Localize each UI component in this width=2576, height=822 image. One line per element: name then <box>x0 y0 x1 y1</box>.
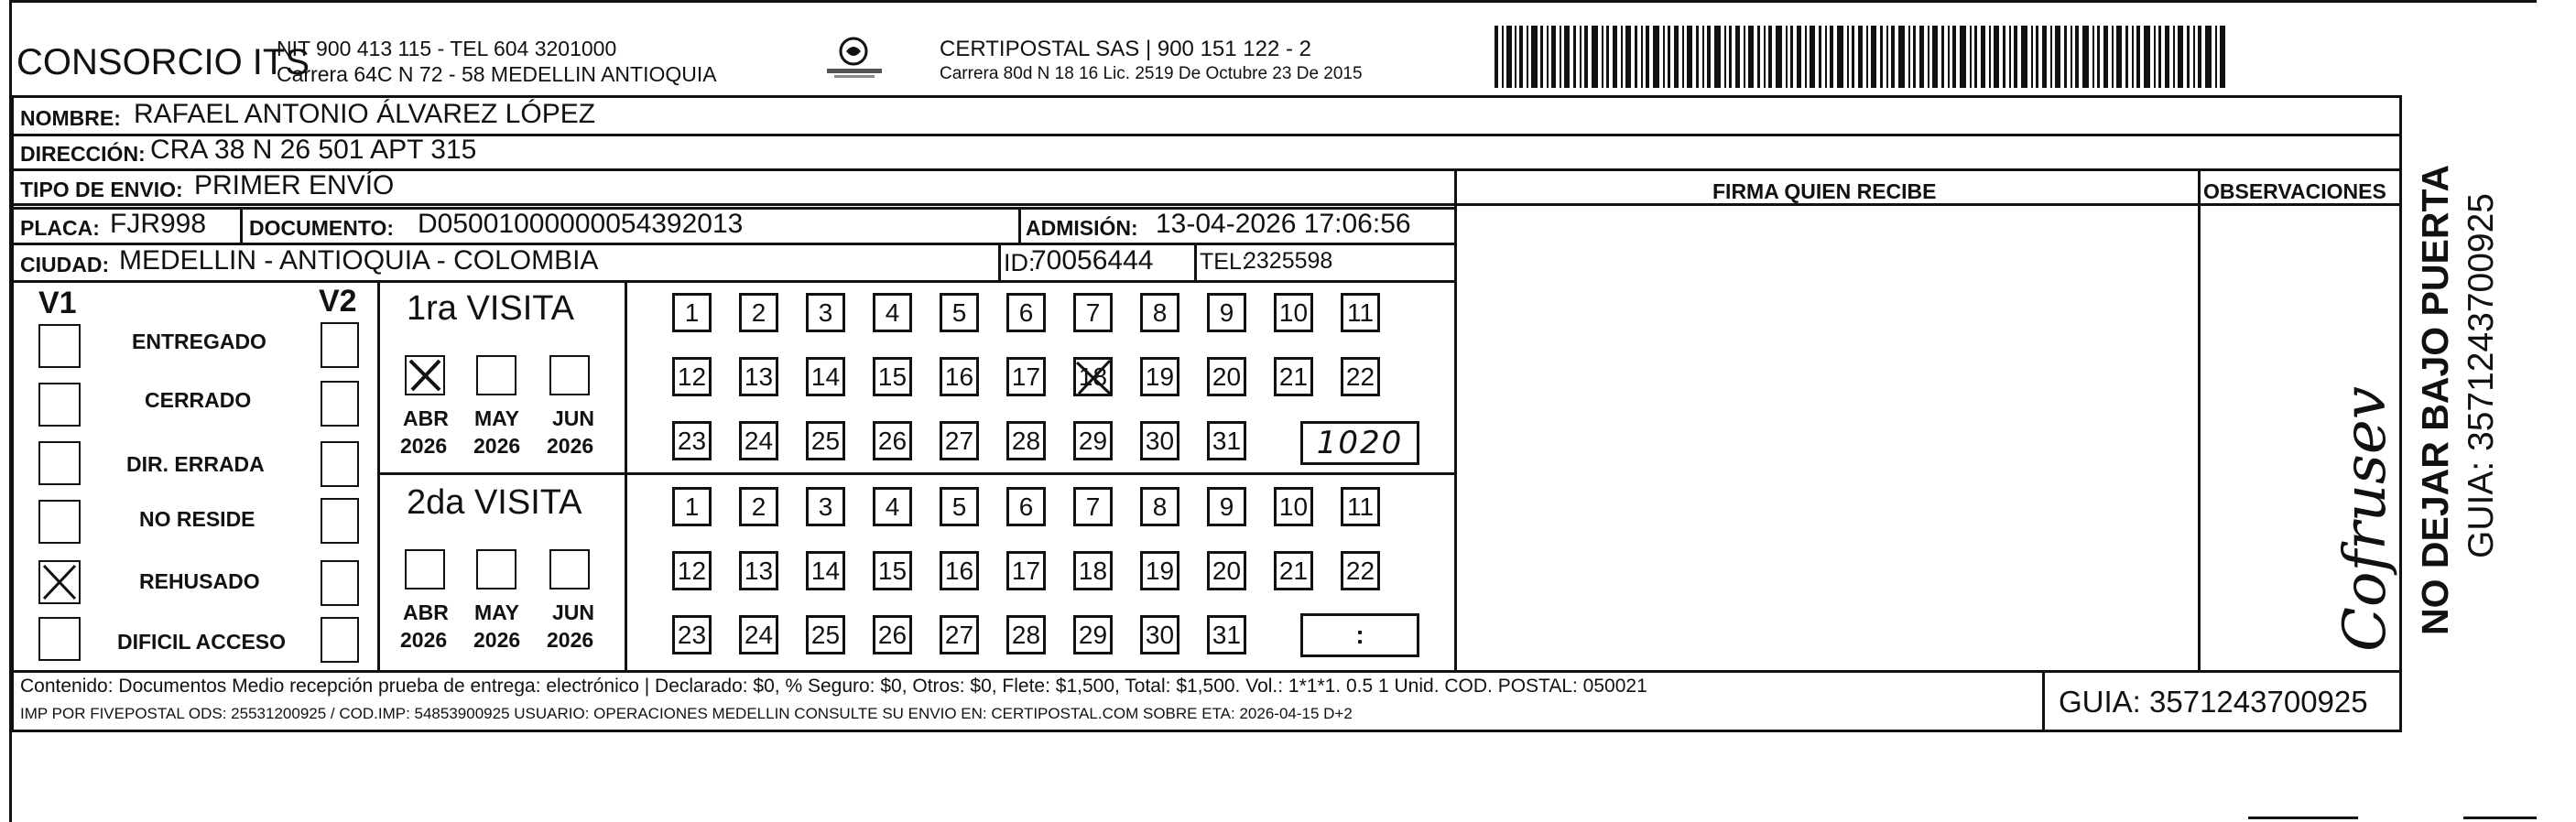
visit2-day-label: 24 <box>744 620 774 649</box>
visit1-day-label: 23 <box>677 426 707 455</box>
obs-left-divider <box>2198 171 2201 672</box>
visit2-day-27[interactable] <box>940 615 979 654</box>
visit2-day-12[interactable] <box>672 551 712 590</box>
footer-content-line: Contenido: Documentos Medio recepción prueba de entrega: electrónico | Declarado: $0, % Seguro: $0, Otros: $0, Flete: $1,500, Total: $1,500. Vol.: 1*1*1. 0.5 1 Unid. COD. POSTAL: 050021 <box>20 676 1647 697</box>
visit2-day-5[interactable] <box>940 487 979 526</box>
visit2-day-label: 23 <box>677 620 707 649</box>
admission-value: 13-04-2026 17:06:56 <box>1156 209 1411 239</box>
v2-checkbox-no-reside[interactable] <box>321 498 359 544</box>
top-border <box>9 0 2537 3</box>
footer-guia: GUIA: 3571243700925 <box>2059 685 2368 719</box>
visit1-day-label: 14 <box>810 362 841 391</box>
visit1-year-abr: 2026 <box>400 434 448 458</box>
visit1-day-9[interactable] <box>1207 293 1246 332</box>
visit1-day-24[interactable] <box>739 421 778 460</box>
visit1-month-abr-checkbox[interactable] <box>405 355 445 395</box>
send-type-label: TIPO DE ENVIO: <box>20 178 183 201</box>
visit1-day-label: 12 <box>677 362 707 391</box>
cell-divider <box>240 207 243 243</box>
visit1-day-label: 2 <box>751 297 766 327</box>
visit2-day-label: 8 <box>1152 492 1168 521</box>
visit1-day-14[interactable] <box>806 357 845 396</box>
visit1-day-22[interactable] <box>1341 357 1380 396</box>
v1-checkbox-entregado[interactable] <box>38 324 81 368</box>
visit1-day-20[interactable] <box>1207 357 1246 396</box>
visit2-day-7[interactable] <box>1073 487 1113 526</box>
visit2-day-16[interactable] <box>940 551 979 590</box>
visit2-day-label: 9 <box>1219 492 1234 521</box>
visit1-day-6[interactable] <box>1006 293 1046 332</box>
visit2-day-label: 30 <box>1145 620 1175 649</box>
v2-checkbox-rehusado[interactable] <box>321 560 359 606</box>
visit2-day-30[interactable] <box>1140 615 1179 654</box>
bottom-mark <box>2463 817 2537 819</box>
v1-checkbox-no-reside[interactable] <box>38 500 81 544</box>
cell-divider <box>1194 243 1197 280</box>
side-warning: NO DEJAR BAJO PUERTA <box>2414 164 2456 635</box>
visit1-day-label: 6 <box>1018 297 1034 327</box>
v2-checkbox-cerrado[interactable] <box>321 381 359 427</box>
visit2-day-label: 4 <box>885 492 900 521</box>
visit2-day-label: 15 <box>877 556 908 585</box>
document-value: D05001000000054392013 <box>418 209 744 239</box>
visit2-day-1[interactable] <box>672 487 712 526</box>
visit2-day-31[interactable] <box>1207 615 1246 654</box>
visit2-day-22[interactable] <box>1341 551 1380 590</box>
visit2-day-6[interactable] <box>1006 487 1046 526</box>
bottom-mark <box>2248 817 2358 819</box>
company-address: Carrera 64C N 72 - 58 MEDELLIN ANTIOQUIA <box>277 62 717 86</box>
address-label: DIRECCIÓN: <box>20 142 146 166</box>
footer-guia-divider <box>2042 670 2045 732</box>
v1-checkbox-cerrado[interactable] <box>38 383 81 427</box>
visit1-day-label: 7 <box>1085 297 1101 327</box>
v1-checkbox-rehusado[interactable] <box>38 560 81 604</box>
name-label: NOMBRE: <box>20 106 121 130</box>
visit1-day-21[interactable] <box>1274 357 1313 396</box>
visit2-year-jun: 2026 <box>547 628 594 652</box>
city-value: MEDELLIN - ANTIOQUIA - COLOMBIA <box>119 245 599 276</box>
visit2-day-4[interactable] <box>873 487 912 526</box>
visit1-day-label: 18 <box>1078 362 1108 391</box>
visit2-time-field[interactable] <box>1300 613 1419 657</box>
visit2-day-14[interactable] <box>806 551 845 590</box>
signature-header: FIRMA QUIEN RECIBE <box>1712 179 1937 203</box>
visit2-day-label: 16 <box>944 556 974 585</box>
visit1-day-13[interactable] <box>739 357 778 396</box>
plate-label: PLACA: <box>20 216 100 240</box>
visit1-day-label: 9 <box>1219 297 1234 327</box>
visit-month-divider <box>625 280 627 672</box>
visit2-day-label: 26 <box>877 620 908 649</box>
visit1-title: 1ra VISITA <box>407 289 575 328</box>
visit2-year-may: 2026 <box>473 628 521 652</box>
tel-label: TEL: <box>1200 249 1248 275</box>
visit1-day-4[interactable] <box>873 293 912 332</box>
visit2-year-abr: 2026 <box>400 628 448 652</box>
visit2-day-label: 14 <box>810 556 841 585</box>
visit1-month-may: MAY <box>474 406 519 430</box>
visit1-day-31[interactable] <box>1207 421 1246 460</box>
visit2-day-25[interactable] <box>806 615 845 654</box>
visit1-day-16[interactable] <box>940 357 979 396</box>
visit2-day-8[interactable] <box>1140 487 1179 526</box>
id-value: 70056444 <box>1031 245 1154 276</box>
status-label-dificil-acceso: DIFICIL ACCESO <box>117 630 287 654</box>
visit2-day-26[interactable] <box>873 615 912 654</box>
visit1-day-19[interactable] <box>1140 357 1179 396</box>
visit2-time-value: : <box>1355 621 1364 649</box>
visit1-day-label: 24 <box>744 426 774 455</box>
v1-checkbox-dir-errada[interactable] <box>38 441 81 485</box>
visit1-day-1[interactable] <box>672 293 712 332</box>
visit1-day-label: 22 <box>1345 362 1375 391</box>
plate-value: FJR998 <box>110 209 207 239</box>
visit1-day-11[interactable] <box>1341 293 1380 332</box>
visit2-day-28[interactable] <box>1006 615 1046 654</box>
visit1-day-15[interactable] <box>873 357 912 396</box>
visit1-day-17[interactable] <box>1006 357 1046 396</box>
check-mark-icon <box>1073 357 1114 397</box>
visit2-day-label: 27 <box>944 620 974 649</box>
visit1-day-23[interactable] <box>672 421 712 460</box>
visit2-day-label: 13 <box>744 556 774 585</box>
visit1-day-label: 11 <box>1346 297 1375 327</box>
v2-header: V2 <box>319 284 357 319</box>
visit2-day-23[interactable] <box>672 615 712 654</box>
visit2-day-label: 2 <box>751 492 766 521</box>
visit1-day-12[interactable] <box>672 357 712 396</box>
visit1-day-label: 3 <box>818 297 833 327</box>
visit2-title: 2da VISITA <box>407 483 582 522</box>
visit2-day-label: 22 <box>1345 556 1375 585</box>
visit1-time-field[interactable] <box>1300 421 1419 465</box>
visit2-day-label: 19 <box>1145 556 1175 585</box>
status-label-dir-errada: DIR. ERRADA <box>126 452 265 476</box>
visit2-day-label: 3 <box>818 492 833 521</box>
address-value: CRA 38 N 26 501 APT 315 <box>150 135 477 165</box>
visit2-month-may: MAY <box>474 600 519 624</box>
visit1-day-label: 28 <box>1011 426 1041 455</box>
visit2-day-9[interactable] <box>1207 487 1246 526</box>
v2-checkbox-dificil-acceso[interactable] <box>321 617 359 663</box>
company-name: CONSORCIO ITS <box>16 42 310 82</box>
visit1-day-label: 19 <box>1145 362 1175 391</box>
v2-checkbox-entregado[interactable] <box>321 322 359 368</box>
visit2-day-19[interactable] <box>1140 551 1179 590</box>
city-label: CIUDAD: <box>20 253 110 276</box>
visit1-day-28[interactable] <box>1006 421 1046 460</box>
visit2-day-label: 11 <box>1346 492 1375 521</box>
visit2-day-24[interactable] <box>739 615 778 654</box>
visit2-day-10[interactable] <box>1274 487 1313 526</box>
observations-handwriting: Cofrusev <box>2331 386 2399 652</box>
visit2-day-label: 12 <box>677 556 707 585</box>
visit1-day-3[interactable] <box>806 293 845 332</box>
visit2-month-abr: ABR <box>403 600 449 624</box>
document-label: DOCUMENTO: <box>249 216 395 240</box>
side-guia: GUIA: 3571243700925 <box>2462 193 2501 558</box>
visit1-year-may: 2026 <box>473 434 521 458</box>
status-label-cerrado: CERRADO <box>145 388 252 412</box>
visit2-day-label: 6 <box>1018 492 1034 521</box>
visit2-month-abr-checkbox[interactable] <box>405 549 445 589</box>
visit1-day-label: 20 <box>1212 362 1242 391</box>
visit1-day-26[interactable] <box>873 421 912 460</box>
visit2-day-label: 28 <box>1011 620 1041 649</box>
visit1-day-2[interactable] <box>739 293 778 332</box>
visit2-day-11[interactable] <box>1341 487 1380 526</box>
observations-header: OBSERVACIONES <box>2203 179 2386 203</box>
visit1-day-label: 13 <box>744 362 774 391</box>
visit2-month-jun-checkbox[interactable] <box>549 549 590 589</box>
visit2-day-21[interactable] <box>1274 551 1313 590</box>
visit1-day-25[interactable] <box>806 421 845 460</box>
visit1-day-label: 8 <box>1152 297 1168 327</box>
name-value: RAFAEL ANTONIO ÁLVAREZ LÓPEZ <box>134 99 596 129</box>
visit2-day-label: 10 <box>1278 492 1309 521</box>
visit1-day-10[interactable] <box>1274 293 1313 332</box>
visit2-day-label: 29 <box>1078 620 1108 649</box>
v2-checkbox-dir-errada[interactable] <box>321 441 359 487</box>
visit1-day-18[interactable] <box>1073 357 1113 396</box>
visit2-day-29[interactable] <box>1073 615 1113 654</box>
visit2-day-label: 25 <box>810 620 841 649</box>
visit1-time-value: 1020 <box>1316 425 1404 461</box>
cell-divider <box>998 243 1001 280</box>
visit1-day-7[interactable] <box>1073 293 1113 332</box>
visit1-day-8[interactable] <box>1140 293 1179 332</box>
status-divider <box>377 280 380 672</box>
admission-label: ADMISIÓN: <box>1026 216 1138 240</box>
visit1-day-label: 21 <box>1278 362 1309 391</box>
send-type-value: PRIMER ENVÍO <box>194 170 395 200</box>
visit1-day-30[interactable] <box>1140 421 1179 460</box>
carrier-name: CERTIPOSTAL SAS | 900 151 122 - 2 <box>940 37 1311 61</box>
visit2-day-18[interactable] <box>1073 551 1113 590</box>
footer-print-line: IMP POR FIVEPOSTAL ODS: 25531200925 / COD.IMP: 54853900925 USUARIO: OPERACIONES MEDELLIN CONSULTE SU ENVIO EN: CERTIPOSTAL.COM SOBRE ETA: 2026-04-15 D+2 <box>20 705 1353 722</box>
visit1-day-label: 17 <box>1011 362 1041 391</box>
visit1-day-label: 10 <box>1278 297 1309 327</box>
check-mark-icon <box>40 562 79 602</box>
visit1-month-may-checkbox[interactable] <box>476 355 516 395</box>
visit2-day-13[interactable] <box>739 551 778 590</box>
visit2-month-may-checkbox[interactable] <box>476 549 516 589</box>
v1-header: V1 <box>38 286 77 320</box>
visit2-day-label: 1 <box>684 492 700 521</box>
visit2-day-label: 5 <box>951 492 967 521</box>
visit1-day-label: 4 <box>885 297 900 327</box>
visit1-month-jun: JUN <box>552 406 595 430</box>
cell-divider <box>1018 207 1021 243</box>
visit1-day-5[interactable] <box>940 293 979 332</box>
visit1-month-abr: ABR <box>403 406 449 430</box>
visit1-day-label: 31 <box>1212 426 1242 455</box>
visit1-day-label: 1 <box>684 297 700 327</box>
visit1-month-jun-checkbox[interactable] <box>549 355 590 395</box>
visit2-day-label: 31 <box>1212 620 1242 649</box>
visit2-month-jun: JUN <box>552 600 595 624</box>
visit1-day-27[interactable] <box>940 421 979 460</box>
visit2-day-15[interactable] <box>873 551 912 590</box>
status-label-entregado: ENTREGADO <box>132 330 266 353</box>
visit2-day-label: 18 <box>1078 556 1108 585</box>
id-label: ID: <box>1004 249 1036 276</box>
visit2-day-label: 20 <box>1212 556 1242 585</box>
row-divider <box>11 203 2402 206</box>
visit1-day-label: 15 <box>877 362 908 391</box>
signature-left-divider <box>1454 171 1457 672</box>
visit2-day-3[interactable] <box>806 487 845 526</box>
tel-value: 2325598 <box>1244 248 1333 274</box>
visit1-day-label: 27 <box>944 426 974 455</box>
visit1-day-label: 26 <box>877 426 908 455</box>
visit2-day-label: 21 <box>1278 556 1309 585</box>
company-nit: NIT 900 413 115 - TEL 604 3201000 <box>277 37 617 60</box>
row-divider <box>11 280 1454 283</box>
v1-checkbox-dificil-acceso[interactable] <box>38 617 81 661</box>
certipostal-logo <box>810 35 897 81</box>
visit1-day-label: 30 <box>1145 426 1175 455</box>
status-label-rehusado: REHUSADO <box>139 569 260 593</box>
visit2-day-17[interactable] <box>1006 551 1046 590</box>
barcode <box>1495 26 2227 88</box>
visit-separator <box>377 472 1454 475</box>
visit1-day-label: 25 <box>810 426 841 455</box>
check-mark-icon <box>407 357 443 394</box>
visit2-day-label: 17 <box>1011 556 1041 585</box>
visit1-day-label: 16 <box>944 362 974 391</box>
visit2-day-2[interactable] <box>739 487 778 526</box>
status-label-no-reside: NO RESIDE <box>139 507 255 531</box>
carrier-address: Carrera 80d N 18 16 Lic. 2519 De Octubre 23 De 2015 <box>940 64 1363 83</box>
visit1-day-29[interactable] <box>1073 421 1113 460</box>
visit1-year-jun: 2026 <box>547 434 594 458</box>
visit2-day-20[interactable] <box>1207 551 1246 590</box>
visit1-day-label: 29 <box>1078 426 1108 455</box>
visit2-day-label: 7 <box>1085 492 1101 521</box>
visit1-day-label: 5 <box>951 297 967 327</box>
